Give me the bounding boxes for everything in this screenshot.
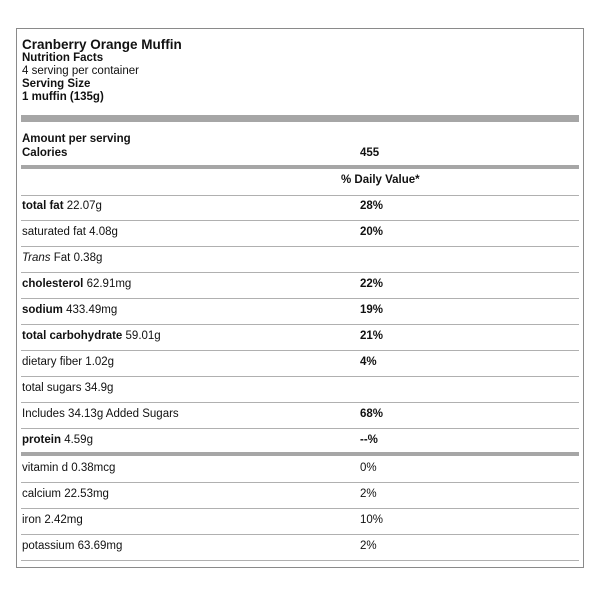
row-divider (21, 324, 579, 325)
medium-divider (21, 452, 579, 456)
row-divider (21, 376, 579, 377)
row-divider (21, 402, 579, 403)
row-divider (21, 428, 579, 429)
row-divider (21, 508, 579, 509)
thick-divider (21, 115, 579, 122)
row-divider (21, 246, 579, 247)
nutrition-facts-heading: Nutrition Facts (22, 52, 104, 64)
nutrition-label: Cranberry Orange Muffin Nutrition Facts 4 serving per container Serving Size 1 muffin (135g) Amount per serving Calories 455 % Daily Value* total fat 22.07g 28% saturated fat 4.08g 20% Trans Fat 0.38g cholesterol 62.91mg 22% sodium 433.49mg 19% total carbohydrate 59.01g 21% dietary fiber 1.02g 4% total sugars 34.9g Includes 34.13g Added Sugars 68% protein 4.59g --% vitamin d 0.38mcg 0% calcium 22.53mg 2% iron 2.42mg 10% potassium 63.69mg 2% (16, 28, 584, 568)
daily-value-header: % Daily Value* (341, 174, 420, 186)
serving-size-label: Serving Size (22, 78, 91, 90)
calories-value: 455 (360, 147, 380, 159)
row-divider (21, 298, 579, 299)
row-divider (21, 560, 579, 561)
row-divider (21, 220, 579, 221)
label-header (22, 37, 182, 104)
row-divider (21, 195, 579, 196)
row-divider (21, 482, 579, 483)
calories-label: Calories (22, 147, 68, 159)
servings-per-container: 4 serving per container (22, 65, 139, 77)
row-divider (21, 534, 579, 535)
serving-size-value: 1 muffin (135g) (22, 91, 104, 103)
row-divider (21, 272, 579, 273)
row-divider (21, 350, 579, 351)
medium-divider (21, 165, 579, 169)
product-title: Cranberry Orange Muffin (22, 37, 182, 52)
